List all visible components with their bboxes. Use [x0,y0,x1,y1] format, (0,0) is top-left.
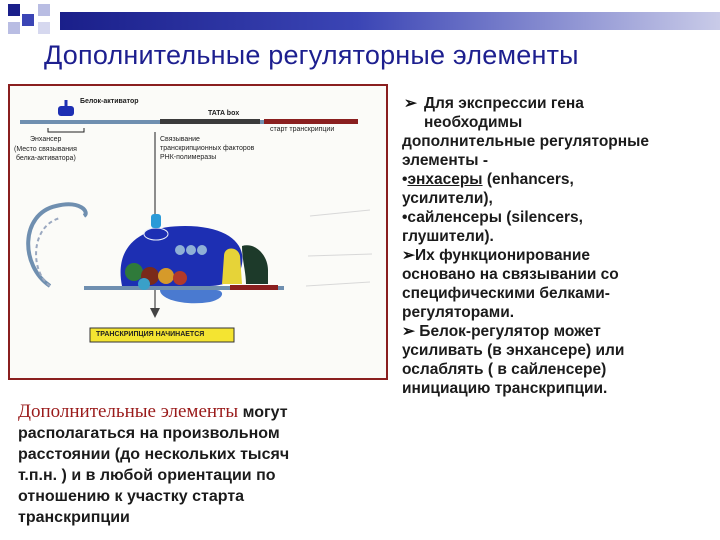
label-binding-3: РНК-полимеразы [160,154,217,161]
dna-promoter-segment [160,119,260,124]
bullet-arrow-icon: ➢ [402,247,415,264]
text-line: т.п.н. ) и в любой ориентации по [18,467,276,484]
decor-square [22,14,34,26]
text-line: располагаться на произвольном [18,425,280,442]
text-line: отношению к участку старта [18,488,245,505]
slide-title: Дополнительные регуляторные элементы [44,40,579,70]
bead-icon [175,245,185,255]
bottom-text-block [18,401,398,528]
label-start: старт транскрипции [270,126,335,133]
text-line: регуляторами. [402,304,515,321]
factor-green-icon [125,263,143,281]
gene-regulation-diagram [8,84,388,380]
bullet-arrow-icon: ➢ [402,323,420,340]
text-line: ➢ Белок-регулятор может [402,323,601,340]
factor-red-icon [173,271,187,285]
text-line: расстоянии (до нескольких тысяч [18,446,290,463]
text-line: элементы - [402,152,488,169]
text-line: •сайленсеры (silencers, [402,209,583,226]
text-line: ослаблять ( в сайленсере) [402,361,607,378]
dna-gene-segment [264,119,358,124]
text-line: дополнительные регуляторные [402,133,649,150]
decor-square [38,22,50,34]
arrow-head [150,308,160,318]
term-enhancers: энхасеры [407,171,483,188]
header-bar [60,12,720,30]
text-line: •энхасеры (enhancers, [402,171,574,188]
dna-gene-segment-bottom [230,285,278,290]
decor-square [8,4,20,16]
bullet-arrow-icon: ➢ [404,95,417,112]
text-line: усиливать (в энхансере) или [402,342,625,359]
activator-link-icon [151,214,161,228]
bottom-lead-phrase: Дополнительные элементы [18,401,239,422]
text-line: глушители). [402,228,494,245]
label-enhancer: Энхансер [30,136,62,143]
decor-square [38,4,50,16]
text-line: транскрипции [18,509,130,526]
text-line: основано на связывании со [402,266,619,283]
label-enhancer-site-2: белка-активатора) [16,155,76,162]
label-tata-box: TATA box [208,110,240,117]
factor-lower-icon [160,290,222,303]
enhancer-bracket [48,128,84,132]
text-line: ➢Их функционирование [402,247,590,264]
text-line: необходимы [424,114,523,131]
text-line: Дополнительные элементы могут [18,401,288,422]
text-line: инициацию транскрипции. [402,380,608,397]
text-line: ➢ Для экспрессии гена [404,95,584,112]
bead-icon [186,245,196,255]
label-binding-1: Связывание [160,136,200,143]
activator-bound-icon [144,228,168,240]
label-binding-2: транскрипционных факторов [160,145,255,152]
factor-cyan-icon [138,278,150,290]
text-line: специфическими белками- [402,285,610,302]
faint-bg-lines [306,210,372,286]
label-enhancer-site: (Место связывания [14,146,77,153]
right-text-block [402,94,714,398]
factor-orange-icon [158,268,174,284]
factor-yellow-icon [222,249,242,285]
text-line: усилители), [402,190,493,207]
bead-icon [197,245,207,255]
label-activator: Белок-активатор [80,98,139,105]
activator-protein-icon [58,106,74,116]
factor-dark-icon [242,245,268,284]
decor-square [8,22,20,34]
label-result: ТРАНСКРИПЦИЯ НАЧИНАЕТСЯ [96,331,205,338]
